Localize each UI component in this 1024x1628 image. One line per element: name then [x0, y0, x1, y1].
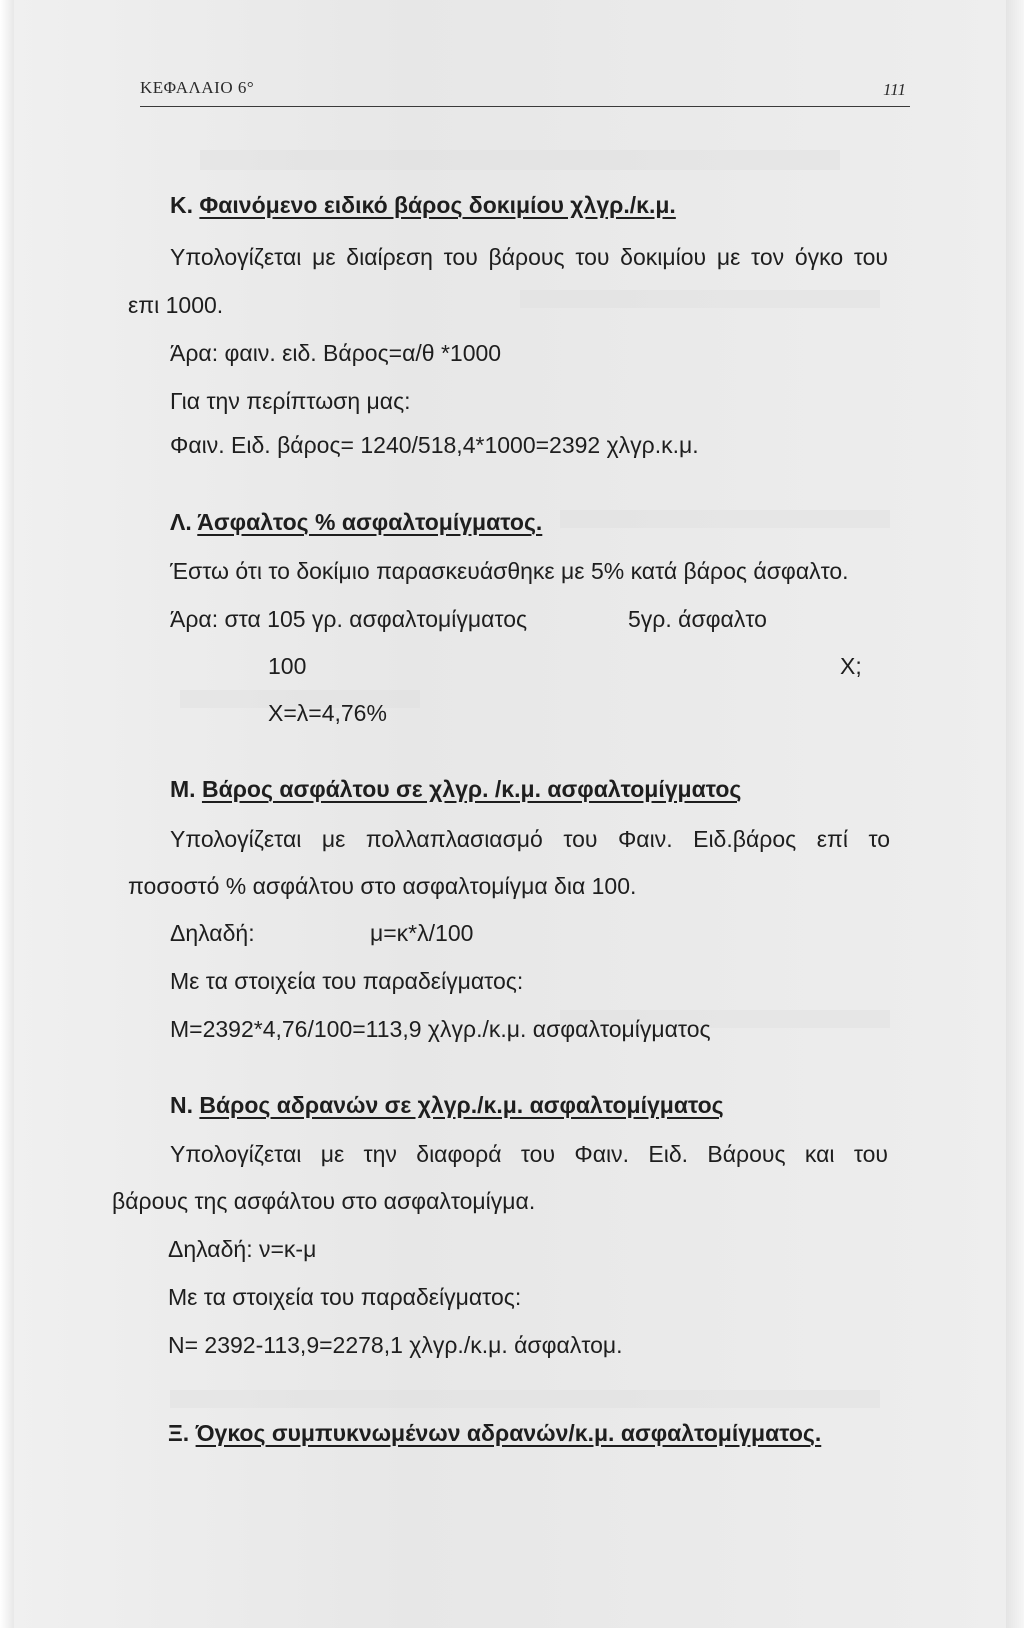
section-n-paragraph-cont: βάρους της ασφάλτου στο ασφαλτομίγμα.	[112, 1188, 536, 1214]
section-m-heading	[170, 776, 741, 804]
section-m-title: Βάρος ασφάλτου σε χλγρ. /κ.μ. ασφαλτομίγματος	[201, 776, 742, 802]
section-m-paragraph: Υπολογίζεται με πολλαπλασιασμό του Φαιν. Ειδ.βάρος επί το	[170, 826, 890, 852]
section-xi-heading	[168, 1420, 821, 1448]
section-m-letter: Μ.	[170, 776, 196, 802]
header-rule	[140, 106, 910, 107]
chapter-label: ΚΕΦΑΛΑΙΟ 6°	[140, 78, 255, 97]
section-n-calc: Ν= 2392-113,9=2278,1 χλγρ./κ.μ. άσφαλτομ.	[168, 1332, 623, 1358]
section-k-paragraph: Υπολογίζεται με διαίρεση του βάρους του δοκιμίου με τον όγκο του	[170, 244, 888, 270]
bleed-through	[200, 150, 840, 170]
section-k-calc: Φαιν. Ειδ. βάρος= 1240/518,4*1000=2392 χλγρ.κ.μ.	[170, 432, 699, 458]
bleed-through	[170, 1390, 880, 1408]
section-n-title: Βάρος αδρανών σε χλγρ./κ.μ. ασφαλτομίγματος	[199, 1092, 724, 1118]
section-k-heading	[170, 192, 676, 220]
section-m-definition-label: Δηλαδή:	[170, 920, 255, 946]
section-k-case: Για την περίπτωση μας:	[170, 388, 411, 414]
section-l-proportion-left-1: Άρα: στα 105 γρ. ασφαλτομίγματος	[170, 606, 528, 632]
section-l-proportion-right-1: 5γρ. άσφαλτο	[628, 606, 767, 632]
section-l-proportion-right-2: Χ;	[840, 653, 862, 679]
section-l-title: Άσφαλτος % ασφαλτομίγματος.	[197, 509, 543, 535]
page-number: 111	[883, 80, 906, 99]
section-l-result: Χ=λ=4,76%	[268, 700, 387, 726]
section-m-definition-formula: μ=κ*λ/100	[370, 920, 474, 946]
section-n-example: Με τα στοιχεία του παραδείγματος:	[168, 1284, 522, 1310]
section-k-letter: Κ.	[170, 192, 193, 218]
bleed-through	[520, 290, 880, 308]
section-n-paragraph: Υπολογίζεται με την διαφορά του Φαιν. Ειδ. Βάρους και του	[170, 1141, 888, 1167]
section-m-calc: Μ=2392*4,76/100=113,9 χλγρ./κ.μ. ασφαλτομίγματος	[170, 1016, 711, 1042]
section-n-heading	[170, 1092, 724, 1120]
section-l-proportion-left-2: 100	[268, 653, 307, 679]
section-m-paragraph-cont: ποσοστό % ασφάλτου στο ασφαλτομίγμα δια 100.	[128, 873, 637, 899]
section-l-letter: Λ.	[170, 509, 192, 535]
section-k-paragraph-cont: επι 1000.	[128, 292, 224, 318]
page-edge-right	[1006, 0, 1024, 1628]
section-n-definition: Δηλαδή: ν=κ-μ	[168, 1236, 317, 1262]
bleed-through	[560, 510, 890, 528]
section-n-letter: Ν.	[170, 1092, 193, 1118]
section-k-formula: Άρα: φαιν. ειδ. Βάρος=α/θ *1000	[170, 340, 502, 366]
section-m-example: Με τα στοιχεία του παραδείγματος:	[170, 968, 524, 994]
section-xi-title: Όγκος συμπυκνωμένων αδρανών/κ.μ. ασφαλτομίγματος.	[195, 1420, 822, 1446]
section-l-paragraph: Έστω ότι το δοκίμιο παρασκευάσθηκε με 5% κατά βάρος άσφαλτο.	[170, 558, 849, 584]
page-edge-left	[0, 0, 14, 1628]
section-xi-letter: Ξ.	[168, 1420, 190, 1446]
section-k-title: Φαινόμενο ειδικό βάρος δοκιμίου χλγρ./κ.μ.	[199, 192, 676, 218]
section-l-heading	[170, 509, 542, 537]
